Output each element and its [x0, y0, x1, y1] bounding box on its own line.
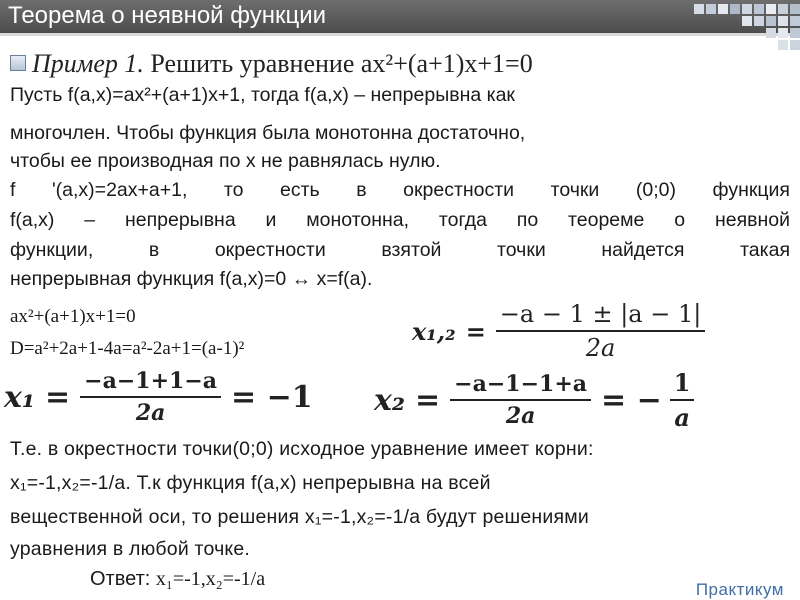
- paragraph-line: Пусть f(a,x)=ax²+(a+1)x+1, тогда f(a,x) – непрерывна как: [10, 84, 515, 106]
- fraction-numerator: 1: [670, 368, 695, 401]
- formula-x12: [412, 300, 705, 362]
- formula-lhs: x₂: [374, 382, 406, 418]
- fraction-numerator: −a−1−1+a: [450, 371, 591, 401]
- conclusion-line: уравнения в любой точке.: [10, 538, 251, 560]
- formula-lhs: x₁: [4, 379, 36, 415]
- practicum-link[interactable]: Практикум: [695, 580, 784, 599]
- slide-title: Теорема о неявной функции: [8, 2, 327, 29]
- equation-line: ax²+(a+1)x+1=0: [10, 306, 136, 327]
- answer-value: x₁=-1,x₂=-1/a: [155, 568, 266, 590]
- formula-x1: [4, 368, 313, 426]
- paragraph-line: функции, в окрестности взятой точки найдется такая: [10, 239, 790, 261]
- fraction-numerator: −a−1+1−a: [80, 368, 221, 398]
- formula-lhs: x₁,₂: [412, 316, 456, 346]
- fraction: [496, 300, 706, 362]
- fraction: [450, 371, 591, 429]
- paragraph-line: непрерывная функция f(a,x)=0 ↔ x=f(a).: [10, 268, 373, 290]
- formula-x2: [374, 368, 694, 432]
- example-task: Решить уравнение ax²+(a+1)x+1=0: [150, 49, 533, 78]
- formula-equals: =: [465, 316, 486, 346]
- fraction-numerator: −a − 1 ± |a − 1|: [496, 300, 706, 332]
- fraction-denominator: 2a: [585, 334, 616, 362]
- fraction-denominator: a: [674, 403, 690, 432]
- fraction-denominator: 2a: [505, 403, 536, 429]
- paragraph-line: f '(a,x)=2ax+a+1, то есть в окрестности точки (0;0) функция: [10, 179, 790, 201]
- conclusion-line: x₁=-1,x₂=-1/a. Т.к функция f(a,x) непрерывна на всей: [10, 472, 491, 494]
- conclusion-line: Т.е. в окрестности точки(0;0) исходное уравнение имеет корни:: [10, 438, 594, 460]
- paragraph-line: чтобы ее производная по x не равнялась нулю.: [10, 150, 441, 172]
- decorative-grid: [690, 0, 800, 60]
- discriminant-line: D=a²+2a+1-4a=a²-2a+1=(a-1)²: [10, 338, 245, 359]
- paragraph-line: f(a,x) – непрерывна и монотонна, тогда по теореме о неявной: [10, 209, 790, 231]
- result-fraction: [670, 368, 695, 432]
- answer-label: Ответ:: [90, 568, 156, 590]
- answer-line: [90, 568, 265, 591]
- bullet-icon: [10, 55, 26, 71]
- formula-result: = −1: [231, 379, 313, 415]
- paragraph-line: многочлен. Чтобы функция была монотонна достаточно,: [10, 122, 526, 144]
- example-heading: [10, 49, 533, 79]
- conclusion-line: вещественной оси, то решения x₁=-1,x₂=-1/a будут решениями: [10, 506, 589, 528]
- fraction-denominator: 2a: [135, 400, 166, 426]
- example-label: Пример 1.: [32, 49, 144, 78]
- formula-result-prefix: = −: [601, 382, 662, 418]
- fraction: [80, 368, 221, 426]
- title-bar: [0, 0, 800, 36]
- formula-equals: =: [415, 382, 441, 418]
- formula-equals: =: [45, 379, 71, 415]
